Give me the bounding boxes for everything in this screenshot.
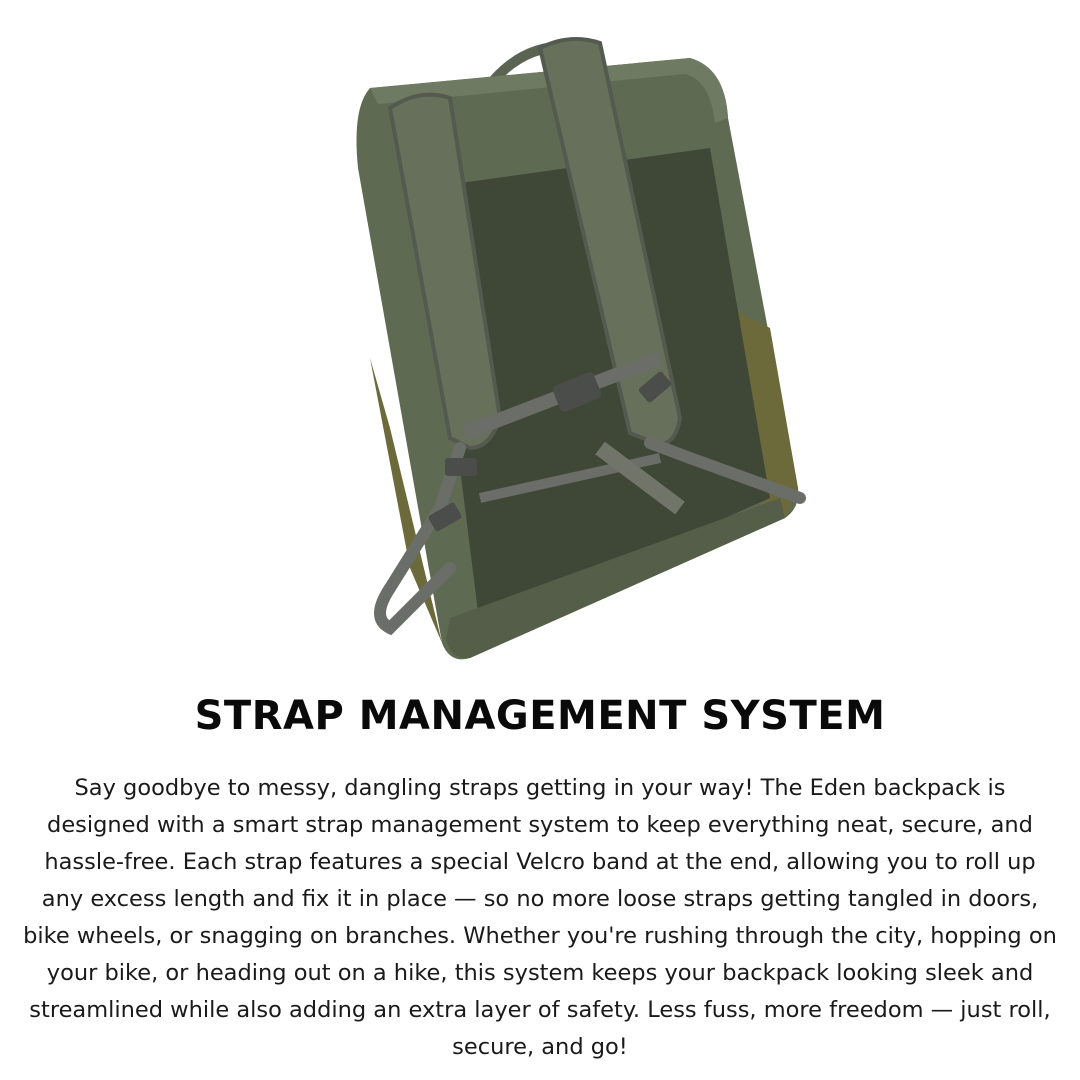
feature-description: Say goodbye to messy, dangling straps getting in your way! The Eden backpack is designed with a smart strap management system to keep everything neat, secure, and hassle-free. Each strap features a special Velcro band at the end, allowing you to roll up any excess length and fix it in place — so no more loose straps getting tangled in doors, bike wheels, or snagging on branches. Whether you're rushing through the city, hopping on your bike, or heading out on a hike, this system keeps your backpack looking sleek and streamlined while also adding an extra layer of safety. Less fuss, more freedom — just roll, secure, and go! <box>23 775 1057 1060</box>
backpack-illustration <box>330 28 810 668</box>
section-title: STRAP MANAGEMENT SYSTEM <box>194 693 886 739</box>
backpack-image <box>330 28 810 668</box>
